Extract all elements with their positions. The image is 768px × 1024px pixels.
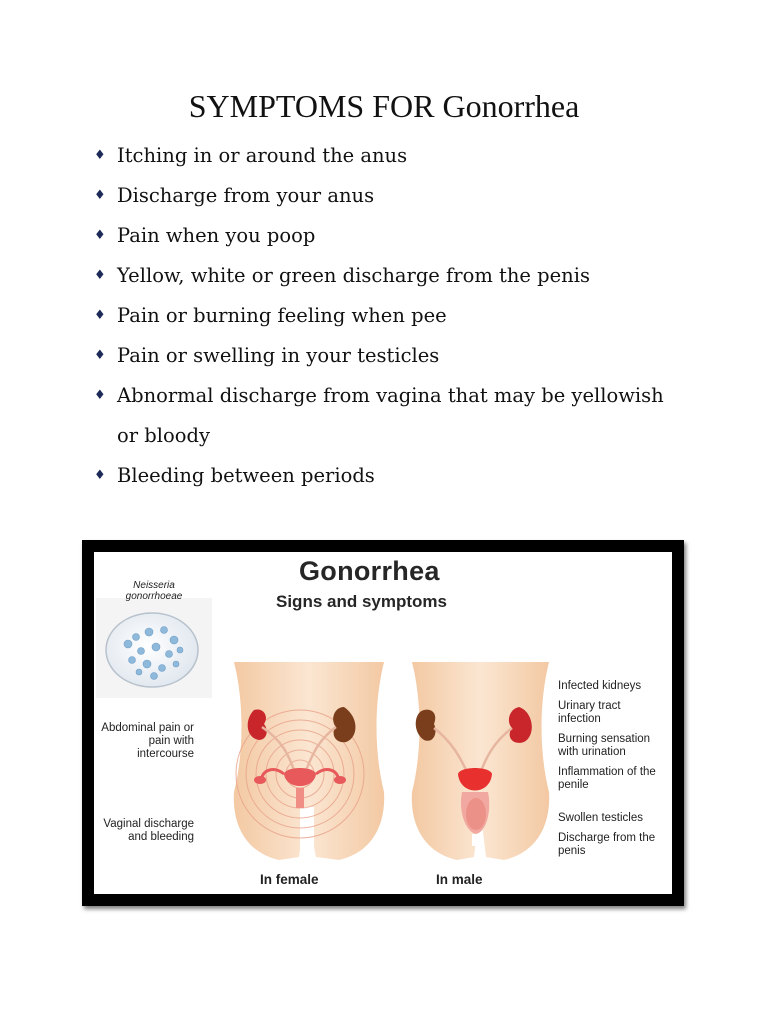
symptom-text: or bloody: [117, 424, 210, 447]
diamond-bullet-icon: ♦: [94, 388, 106, 403]
symptom-text: Discharge from your anus: [117, 184, 375, 207]
male-body-illustration: [412, 662, 549, 860]
symptom-list: [94, 136, 734, 496]
label-penis-discharge: Discharge from the penis: [558, 832, 656, 857]
label-vaginal-discharge: Vaginal discharge and bleeding: [103, 818, 194, 843]
symptom-text: Pain or swelling in your testicles: [117, 344, 440, 367]
label-urinary-tract: Urinary tract infection: [558, 700, 621, 725]
gonorrhea-infographic: [82, 540, 684, 906]
caption-female: In female: [260, 872, 319, 887]
organism-label: Neisseria gonorrhoeae: [125, 580, 183, 602]
bacteria-dish-icon: [96, 598, 212, 698]
female-body-illustration: [234, 662, 384, 867]
symptom-item: [94, 296, 734, 336]
symptom-item: [94, 376, 734, 416]
diamond-bullet-icon: ♦: [94, 308, 106, 323]
diamond-bullet-icon: ♦: [94, 468, 106, 483]
diamond-bullet-icon: ♦: [94, 348, 106, 363]
symptom-text: Bleeding between periods: [117, 464, 375, 487]
label-burning-sensation: Burning sensation with urination: [558, 733, 651, 758]
symptom-text: Pain when you poop: [117, 224, 316, 247]
caption-male: In male: [436, 872, 483, 887]
diamond-bullet-icon: ♦: [94, 268, 106, 283]
symptom-item: [94, 336, 734, 376]
symptom-item: [94, 136, 734, 176]
symptom-item: [94, 456, 734, 496]
page-title: SYMPTOMS FOR Gonorrhea: [188, 88, 580, 124]
infographic-title: Gonorrhea: [299, 556, 440, 586]
symptom-item: [94, 176, 734, 216]
diamond-bullet-icon: ♦: [94, 148, 106, 163]
symptom-item: [94, 216, 734, 256]
label-swollen-testicles: Swollen testicles: [558, 812, 644, 824]
label-penile-inflammation: Inflammation of the penile: [558, 766, 656, 791]
symptom-text: Pain or burning feeling when pee: [117, 304, 447, 327]
infographic-panel: [94, 552, 672, 894]
symptom-text: Itching in or around the anus: [117, 144, 408, 167]
symptom-item-continuation: [94, 416, 734, 456]
diamond-bullet-icon: ♦: [94, 188, 106, 203]
symptom-text: Yellow, white or green discharge from the penis: [117, 264, 590, 287]
label-infected-kidneys: Infected kidneys: [558, 680, 642, 692]
infographic-subtitle: Signs and symptoms: [276, 592, 447, 611]
symptom-item: [94, 256, 734, 296]
label-abdominal-pain: Abdominal pain or pain with intercourse: [101, 722, 194, 760]
diamond-bullet-icon: ♦: [94, 228, 106, 243]
symptom-text: Abnormal discharge from vagina that may be yellowish: [117, 384, 664, 407]
